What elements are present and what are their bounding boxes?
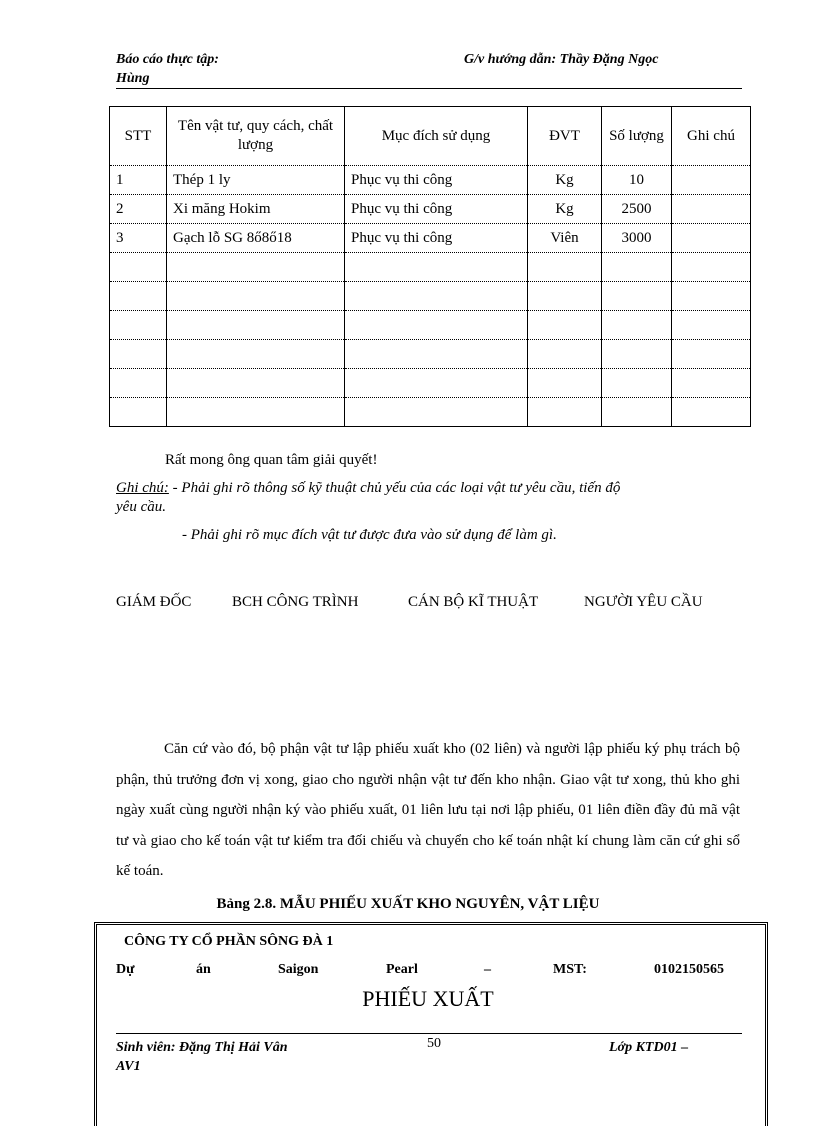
- closing-sentence: Rất mong ông quan tâm giải quyết!: [165, 452, 378, 468]
- cell-purpose: Phục vụ thi công: [345, 195, 528, 224]
- col-header-stt: STT: [110, 107, 167, 166]
- form-project-word: án: [196, 962, 211, 977]
- table-row: [110, 224, 751, 253]
- form-project-word: Saigon: [278, 962, 319, 977]
- cell-qty: 10: [602, 166, 672, 195]
- cell-unit: Kg: [528, 195, 602, 224]
- cell-note: [672, 224, 751, 253]
- table-row: [110, 166, 751, 195]
- cell-note: [672, 195, 751, 224]
- note-line-3: - Phải ghi rõ mục đích vật tư được đưa vào sử dụng để làm gì.: [182, 527, 557, 543]
- col-header-unit: ĐVT: [528, 107, 602, 166]
- footer-student-name: Sinh viên: Đặng Thị Hải Vân: [116, 1040, 288, 1055]
- signature-technical-officer: CÁN BỘ KĨ THUẬT: [408, 594, 539, 610]
- signature-requester: NGƯỜI YÊU CẦU: [584, 594, 703, 610]
- cell-stt: 1: [110, 166, 167, 195]
- table-row-empty: [110, 340, 751, 369]
- material-request-table: [109, 106, 751, 427]
- note-line-1: [116, 480, 620, 497]
- form-company-name: CÔNG TY CỔ PHẦN SÔNG ĐÀ 1: [124, 934, 334, 949]
- note-label: Ghi chú:: [116, 480, 169, 496]
- table-row: [110, 195, 751, 224]
- table-row-empty: [110, 282, 751, 311]
- footer-rule: [116, 1033, 742, 1034]
- table-caption: Bảng 2.8. MẪU PHIẾU XUẤT KHO NGUYÊN, VẬT LIỆU: [216, 896, 600, 912]
- form-project-word: Dự: [116, 962, 135, 977]
- form-project-word: –: [484, 962, 491, 977]
- form-project-word: Pearl: [386, 962, 418, 977]
- cell-unit: Viên: [528, 224, 602, 253]
- cell-purpose: Phục vụ thi công: [345, 224, 528, 253]
- cell-purpose: Phục vụ thi công: [345, 166, 528, 195]
- signature-director: GIÁM ĐỐC: [116, 594, 192, 610]
- col-header-purpose: Mục đích sử dụng: [345, 107, 528, 166]
- note-line-2: yêu cầu.: [116, 499, 166, 515]
- header-rule: [116, 88, 742, 89]
- cell-unit: Kg: [528, 166, 602, 195]
- cell-name: Thép 1 ly: [167, 166, 345, 195]
- issue-slip-form-frame: [94, 922, 768, 1126]
- table-row-empty: [110, 398, 751, 427]
- form-mst-value: 0102150565: [654, 962, 724, 977]
- cell-qty: 3000: [602, 224, 672, 253]
- table-row-empty: [110, 311, 751, 340]
- cell-qty: 2500: [602, 195, 672, 224]
- cell-stt: 2: [110, 195, 167, 224]
- cell-stt: 3: [110, 224, 167, 253]
- footer-page-number: 50: [427, 1036, 441, 1051]
- form-title: PHIẾU XUẤT: [362, 986, 494, 1011]
- table-header-row: [110, 107, 751, 166]
- header-report-label: Báo cáo thực tập:: [116, 52, 219, 67]
- note-text-1: - Phải ghi rõ thông số kỹ thuật chủ yếu của các loại vật tư yêu cầu, tiến độ: [168, 480, 621, 496]
- signature-construction-board: BCH CÔNG TRÌNH: [232, 594, 359, 610]
- cell-note: [672, 166, 751, 195]
- col-header-name: Tên vật tư, quy cách, chất lượng: [167, 107, 345, 166]
- footer-class: Lớp KTD01 –: [609, 1040, 689, 1055]
- footer-student-name-continued: AV1: [116, 1059, 141, 1074]
- header-advisor-continued: Hùng: [116, 71, 150, 86]
- cell-name: Gạch lỗ SG 8ő8ő18: [167, 224, 345, 253]
- form-mst-label: MST:: [553, 962, 587, 977]
- col-header-note: Ghi chú: [672, 107, 751, 166]
- table-row-empty: [110, 253, 751, 282]
- body-paragraph: Căn cứ vào đó, bộ phận vật tư lập phiếu xuất kho (02 liên) và người lập phiếu ký phụ trách bộ phận, thủ trưởng đơn vị xong, giao cho người nhận vật tư đến kho nhận. Giao vật tư xong, thủ kho ghi ngày xuất cùng người nhận ký vào phiếu xuất, 01 liên lưu tại nơi lập phiếu, 01 liên điền đầy đủ mã vật tư và giao cho kế toán vật tư kiểm tra đối chiếu và chuyển cho kế toán nhật kí chung làm căn cứ ghi sổ kế toán.: [116, 741, 740, 879]
- table-row-empty: [110, 369, 751, 398]
- header-advisor: G/v hướng dẫn: Thầy Đặng Ngọc: [464, 52, 659, 67]
- col-header-qty: Số lượng: [602, 107, 672, 166]
- cell-name: Xi măng Hokim: [167, 195, 345, 224]
